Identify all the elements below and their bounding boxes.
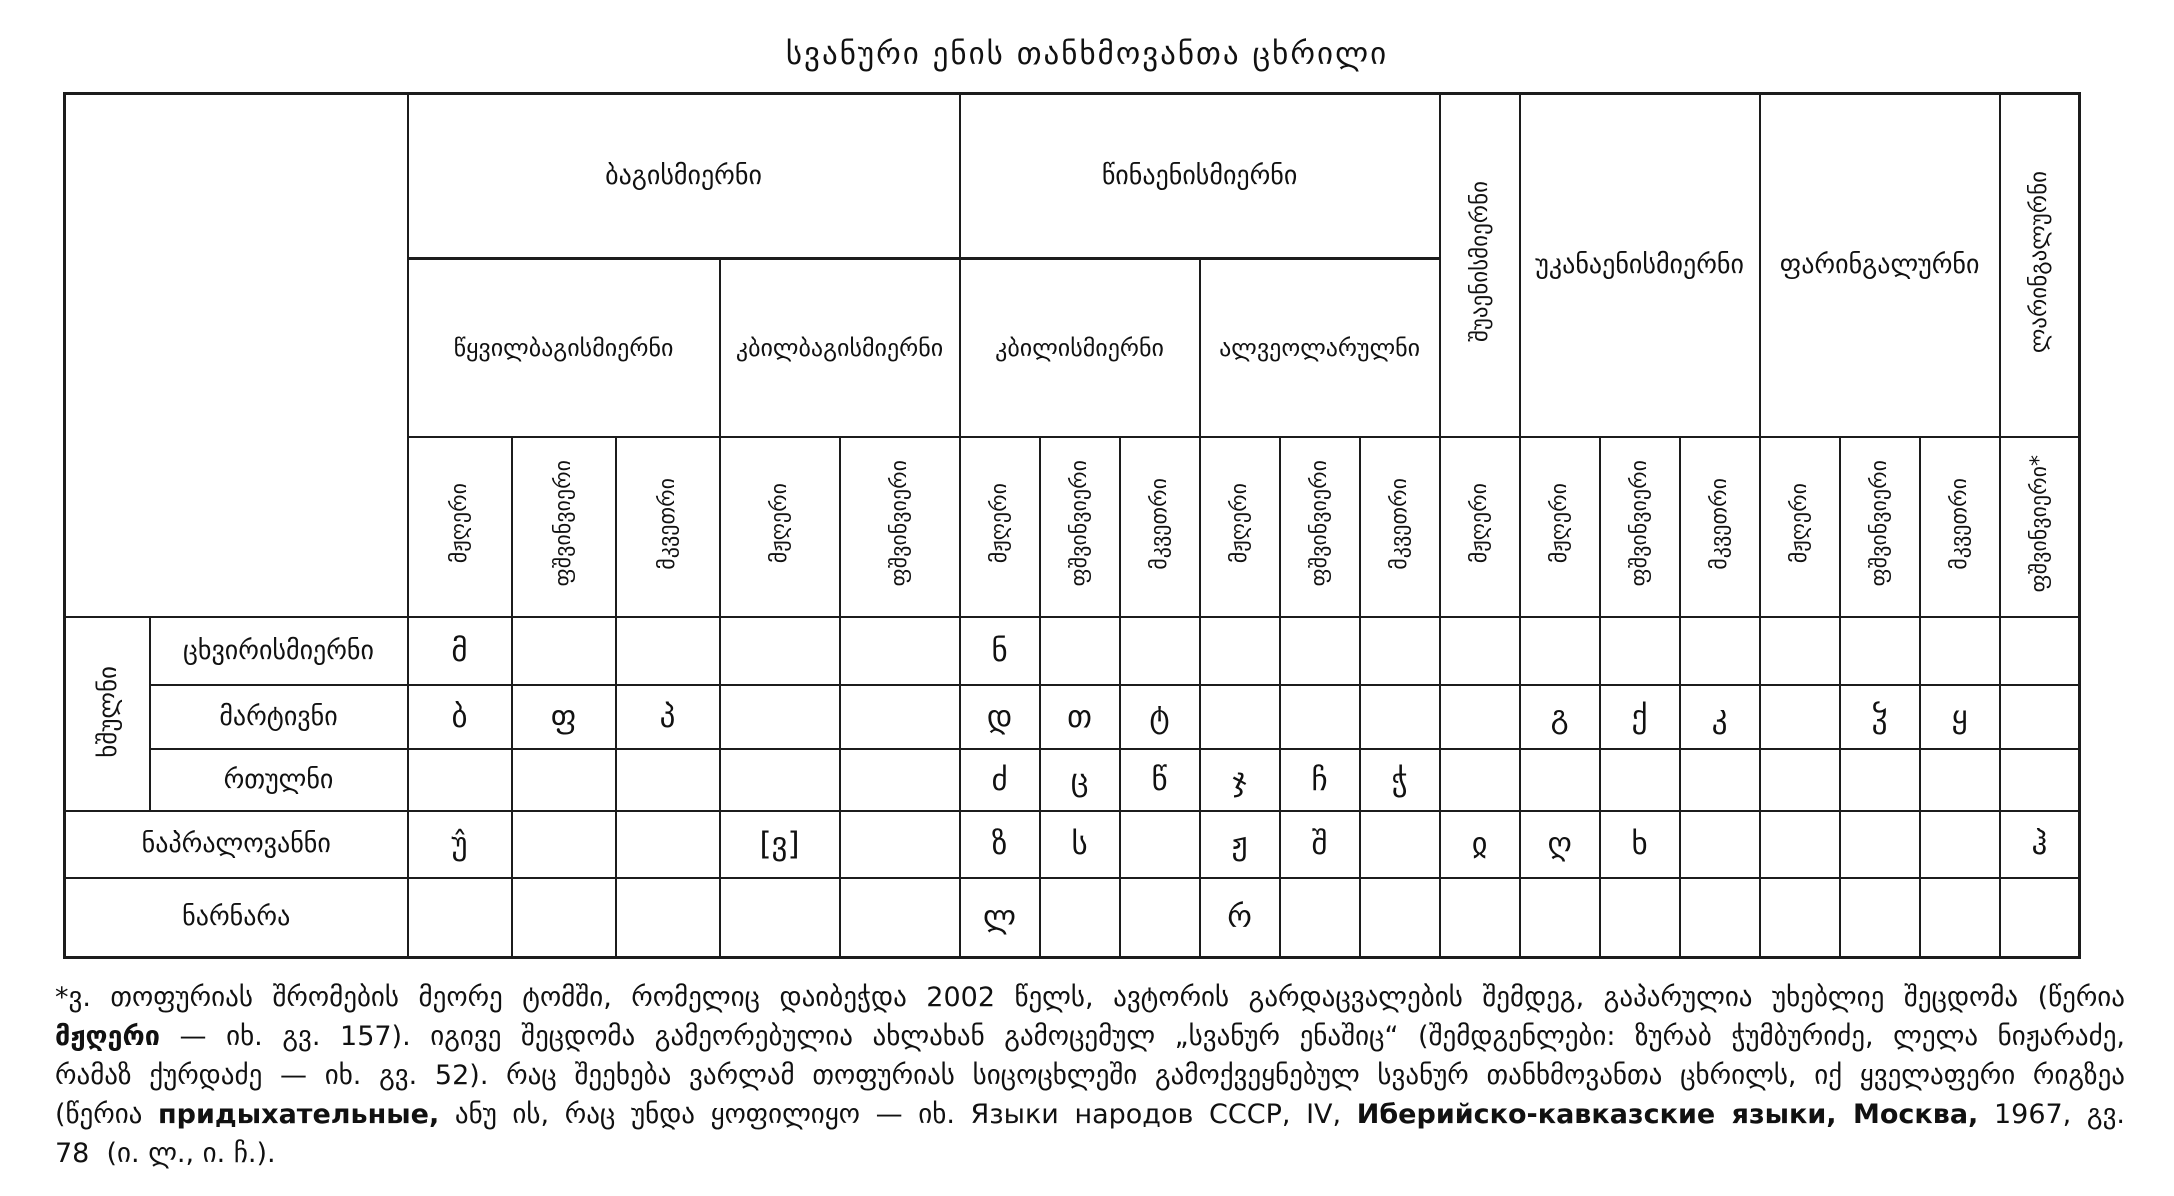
- consonant-cell: პ: [616, 685, 720, 749]
- footnote-line: [55, 1056, 2125, 1095]
- consonant-cell: [1520, 878, 1600, 958]
- footnote-bold-text: придыхательные,: [158, 1099, 440, 1130]
- manner-label: ფშვინვიერი*: [2026, 454, 2052, 593]
- consonant-cell: ჲ: [1440, 811, 1520, 878]
- consonant-cell: [1680, 617, 1760, 685]
- consonant-cell: [1920, 749, 2000, 811]
- consonant-cell: [1760, 749, 1840, 811]
- row-label-simple: მარტივნი: [150, 685, 408, 749]
- header-labiodental: კბილბაგისმიერნი: [720, 259, 960, 437]
- consonant-cell: [1680, 878, 1760, 958]
- consonant-cell: [1120, 878, 1200, 958]
- consonant-cell: ჯ: [1200, 749, 1280, 811]
- consonant-cell: [2000, 878, 2080, 958]
- footnote: [55, 978, 2125, 1173]
- manner-header: [1120, 437, 1200, 617]
- manner-header: [1360, 437, 1440, 617]
- consonant-cell: წ: [1120, 749, 1200, 811]
- consonant-cell: [1360, 878, 1440, 958]
- consonant-cell: ჩ: [1280, 749, 1360, 811]
- footnote-bold-text: Иберийско-кавказские языки, Москва,: [1356, 1099, 1979, 1130]
- consonant-cell: ზ: [960, 811, 1040, 878]
- footnote-text: *ვ. თოფურიას შრომების მეორე ტომში, რომელიც დაიბეჭდა 2002 წელს, ავტორის გარდაცვალების შემდეგ, გაპარულია უხებლიე შეცდომა (წერია: [55, 982, 2125, 1013]
- consonant-cell: [1920, 617, 2000, 685]
- consonant-cell: [1200, 617, 1280, 685]
- manner-header: [1680, 437, 1760, 617]
- consonant-cell: [1360, 685, 1440, 749]
- header-bilabial: წყვილბაგისმიერნი: [408, 259, 720, 437]
- consonant-cell: [1840, 749, 1920, 811]
- manner-header: [720, 437, 840, 617]
- manner-label: ფშვინვიერი: [1307, 460, 1333, 587]
- consonant-cell: [1120, 811, 1200, 878]
- consonant-cell: [840, 811, 960, 878]
- consonant-cell: [ვ]: [720, 811, 840, 878]
- consonant-cell: [1360, 617, 1440, 685]
- row-label-fricatives: ნაპრალოვანნი: [65, 811, 408, 878]
- manner-header: [408, 437, 512, 617]
- consonant-table: [63, 92, 2081, 959]
- consonant-cell: [1440, 617, 1520, 685]
- consonant-cell: [1840, 878, 1920, 958]
- header-back-lingual: უკანაენისმიერნი: [1520, 94, 1760, 437]
- consonant-cell: [512, 811, 616, 878]
- consonant-cell: ტ: [1120, 685, 1200, 749]
- consonant-cell: [1280, 617, 1360, 685]
- consonant-cell: ქ: [1600, 685, 1680, 749]
- footnote-text: რამაზ ქურდაძე — იხ. გვ. 52). რაც შეეხება ვარლამ თოფურიას სიცოცხლეში გამოქვეყნებულ სვანურ თანხმოვანთა ცხრილს, იქ ყველაფერი რიგზეა: [55, 1060, 2125, 1091]
- consonant-cell: [1760, 811, 1840, 878]
- consonant-cell: ბ: [408, 685, 512, 749]
- consonant-cell: [616, 617, 720, 685]
- manner-header: [840, 437, 960, 617]
- consonant-cell: [512, 617, 616, 685]
- consonant-cell: [2000, 685, 2080, 749]
- header-laryngeal-label: ლარინგალურნი: [2026, 170, 2053, 353]
- consonant-cell: გ: [1520, 685, 1600, 749]
- consonant-cell: [512, 878, 616, 958]
- consonant-cell: [1760, 685, 1840, 749]
- corner-cell: [65, 94, 408, 617]
- manner-label: მკვეთრი: [1147, 477, 1173, 570]
- footnote-line: [55, 1134, 2125, 1173]
- manner-header: [1040, 437, 1120, 617]
- header-pharyngeal: ფარინგალურნი: [1760, 94, 2000, 437]
- manner-label: მკვეთრი: [1707, 477, 1733, 570]
- header-laryngeal: [2000, 94, 2080, 437]
- consonant-cell: [840, 685, 960, 749]
- consonant-cell: [1600, 617, 1680, 685]
- consonant-cell: [840, 749, 960, 811]
- manner-label: მჟღერი: [1467, 483, 1493, 564]
- header-labials: ბაგისმიერნი: [408, 94, 960, 259]
- consonant-cell: [1360, 811, 1440, 878]
- consonant-cell: [720, 617, 840, 685]
- consonant-cell: კ: [1680, 685, 1760, 749]
- manner-label: მკვეთრი: [1387, 477, 1413, 570]
- consonant-cell: [1600, 749, 1680, 811]
- consonant-cell: [1760, 878, 1840, 958]
- manner-header: [512, 437, 616, 617]
- consonant-cell: [1200, 685, 1280, 749]
- consonant-cell: ძ: [960, 749, 1040, 811]
- manner-label: ფშვინვიერი: [551, 460, 576, 587]
- row-group-stops: [65, 617, 150, 811]
- manner-label: ფშვინვიერი: [1867, 460, 1893, 587]
- row-label-nasal: ცხვირისმიერნი: [150, 617, 408, 685]
- consonant-cell: მ: [408, 617, 512, 685]
- manner-label: მჟღერი: [1227, 483, 1253, 564]
- consonant-cell: [1280, 685, 1360, 749]
- consonant-cell: [1120, 617, 1200, 685]
- footnote-line: [55, 1095, 2125, 1134]
- row-group-stops-label: ხშულნი: [92, 665, 122, 758]
- footnote-line: [55, 978, 2125, 1017]
- consonant-cell: [1520, 617, 1600, 685]
- consonant-cell: ს: [1040, 811, 1120, 878]
- consonant-cell: [512, 749, 616, 811]
- header-front-lingual: წინაენისმიერნი: [960, 94, 1440, 259]
- consonant-cell: ლ: [960, 878, 1040, 958]
- manner-header: [1200, 437, 1280, 617]
- footnote-text: — იხ. გვ. 157). იგივე შეცდომა გამეორებულია ახლახან გამოცემულ „სვანურ ენაშიც“ (შემდგენლები: ზურაბ ჭუმბურიძე, ლელა ნიჟარაძე,: [159, 1021, 2125, 1052]
- footnote-text: 1967, გვ.: [1978, 1099, 2125, 1130]
- consonant-cell: [1600, 878, 1680, 958]
- consonant-cell: [408, 749, 512, 811]
- consonant-cell: ხ: [1600, 811, 1680, 878]
- manner-header: [1600, 437, 1680, 617]
- manner-header: [960, 437, 1040, 617]
- footnote-text: ანუ ის, რაც უნდა ყოფილიყო — იხ. Языки народов СССР, IV,: [439, 1099, 1357, 1130]
- consonant-cell: [1440, 749, 1520, 811]
- manner-header: [1280, 437, 1360, 617]
- consonant-cell: უ̂: [408, 811, 512, 878]
- page-title: სვანური ენის თანხმოვანთა ცხრილი: [785, 36, 1389, 72]
- manner-label: ფშვინვიერი: [1627, 460, 1653, 587]
- consonant-cell: [1680, 749, 1760, 811]
- consonant-cell: [408, 878, 512, 958]
- consonant-cell: [1920, 811, 2000, 878]
- consonant-cell: [1040, 617, 1120, 685]
- manner-label: მჟღერი: [1547, 483, 1573, 564]
- header-mid-lingual: [1440, 94, 1520, 437]
- consonant-cell: [1440, 878, 1520, 958]
- consonant-cell: [1840, 617, 1920, 685]
- consonant-cell: [720, 749, 840, 811]
- manner-label: მკვეთრი: [1947, 477, 1973, 570]
- consonant-cell: ფ: [512, 685, 616, 749]
- consonant-cell: [720, 878, 840, 958]
- consonant-cell: [616, 878, 720, 958]
- consonant-cell: ნ: [960, 617, 1040, 685]
- row-label-liquids: ნარნარა: [65, 878, 408, 958]
- consonant-cell: ც: [1040, 749, 1120, 811]
- consonant-cell: ყ: [1920, 685, 2000, 749]
- manner-header: [1760, 437, 1840, 617]
- manner-header: [616, 437, 720, 617]
- manner-header: [1920, 437, 2000, 617]
- footnote-text: (წერია: [55, 1099, 159, 1130]
- manner-header: [1440, 437, 1520, 617]
- consonant-cell: [1920, 878, 2000, 958]
- manner-label: მკვეთრი: [655, 477, 680, 570]
- consonant-cell: ღ: [1520, 811, 1600, 878]
- consonant-cell: შ: [1280, 811, 1360, 878]
- consonant-cell: ჴ: [1840, 685, 1920, 749]
- consonant-cell: [1760, 617, 1840, 685]
- manner-label: მჟღერი: [1787, 483, 1813, 564]
- consonant-cell: [1280, 878, 1360, 958]
- consonant-cell: რ: [1200, 878, 1280, 958]
- consonant-cell: [616, 811, 720, 878]
- consonant-cell: [1520, 749, 1600, 811]
- consonant-cell: [1440, 685, 1520, 749]
- manner-label: ფშვინვიერი: [1067, 460, 1093, 587]
- header-dental: კბილისმიერნი: [960, 259, 1200, 437]
- manner-header: [1520, 437, 1600, 617]
- consonant-cell: [840, 617, 960, 685]
- header-alveolar: ალვეოლარულნი: [1200, 259, 1440, 437]
- consonant-cell: [2000, 617, 2080, 685]
- consonant-cell: [1680, 811, 1760, 878]
- consonant-cell: [616, 749, 720, 811]
- consonant-cell: ჰ: [2000, 811, 2080, 878]
- manner-label: მჟღერი: [767, 483, 792, 564]
- consonant-cell: [2000, 749, 2080, 811]
- consonant-cell: ჟ: [1200, 811, 1280, 878]
- consonant-cell: [1840, 811, 1920, 878]
- consonant-cell: ჭ: [1360, 749, 1440, 811]
- footnote-bold-text: მჟღერი: [55, 1021, 160, 1052]
- manner-header: [2000, 437, 2080, 617]
- manner-label: ფშვინვიერი: [887, 460, 913, 587]
- footnote-text: 78 (ი. ლ., ი. ჩ.).: [55, 1138, 276, 1169]
- manner-header: [1840, 437, 1920, 617]
- consonant-cell: დ: [960, 685, 1040, 749]
- consonant-cell: [840, 878, 960, 958]
- row-label-complex: რთულნი: [150, 749, 408, 811]
- consonant-cell: [1040, 878, 1120, 958]
- consonant-cell: [720, 685, 840, 749]
- footnote-line: [55, 1017, 2125, 1056]
- manner-label: მჟღერი: [447, 483, 472, 564]
- manner-label: მჟღერი: [987, 483, 1013, 564]
- header-mid-lingual-label: შუაენისმიერნი: [1466, 181, 1493, 343]
- consonant-cell: თ: [1040, 685, 1120, 749]
